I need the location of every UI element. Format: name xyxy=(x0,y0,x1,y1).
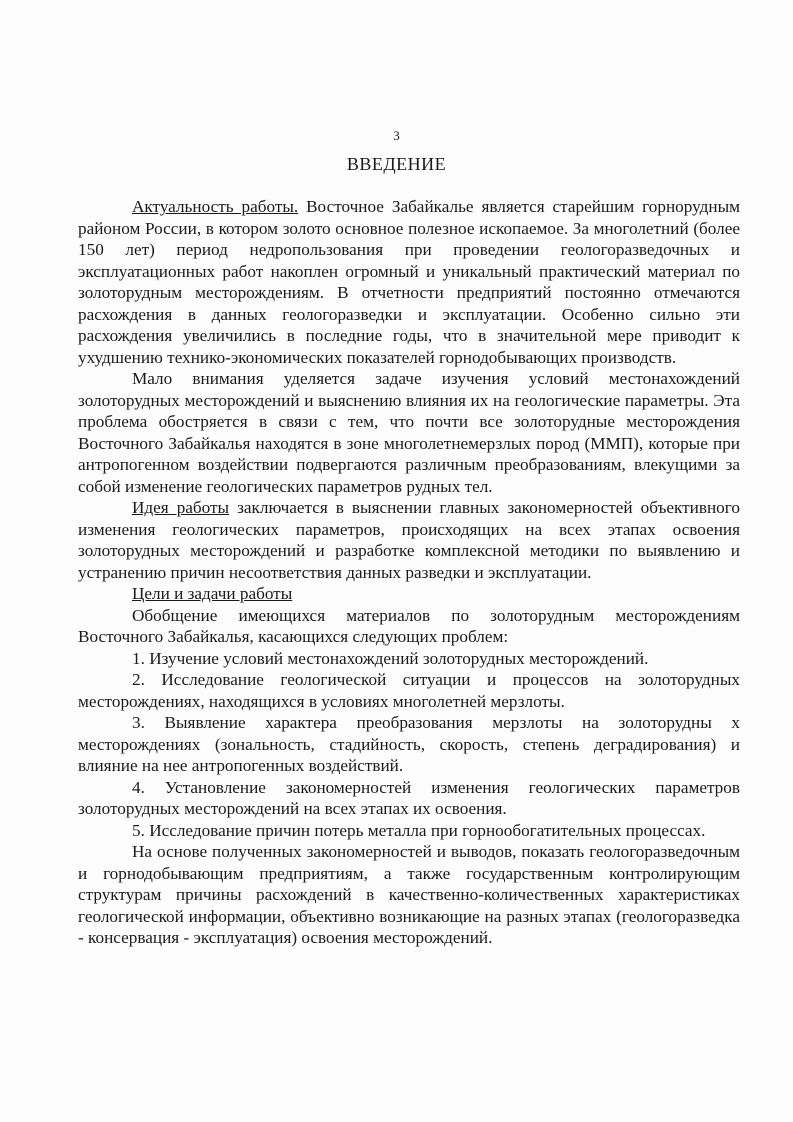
relevance-paragraph xyxy=(78,196,740,368)
attention-paragraph: Мало внимания уделяется задаче изучения условий местонахождений золоторудных месторождений и выяснению влияния их на геологические параметры. Эта проблема обостряется в связи с тем, что почти все золоторудные месторождения Восточного Забайкалья находятся в зоне многолетнемерзлых пород (ММП), которые при антропогенном воздействии подвергаются различным преобразованиям, влекущими за собой изменение геологических параметров рудных тел. xyxy=(78,369,740,496)
goal-item: 1. Изучение условий местонахождений золоторудных месторождений. xyxy=(132,648,649,668)
goal-item: 5. Исследование причин потерь металла при горнообогатительных процессах. xyxy=(132,820,706,840)
idea-text: заключается в выяснении главных закономерностей объективного изменения геологических параметров, происходящих на всех этапах освоения золоторудных месторождений и разработке комплексной методики по выявлению и устранению причин несоответствия данных разведки и эксплуатации. xyxy=(78,498,740,582)
idea-paragraph xyxy=(78,497,740,583)
goals-intro: Обобщение имеющихся материалов по золоторудным месторождениям Восточного Забайкалья, касающихся следующих проблем: xyxy=(78,605,740,646)
page-number: 3 xyxy=(393,128,400,143)
goal-item: 4. Установление закономерностей изменения геологических параметров золоторудных месторождений на всех этапах их освоения. xyxy=(78,777,740,818)
conclusion-paragraph: На основе полученных закономерностей и выводов, показать геологоразведочным и горнодобывающим предприятиям, а также государственным контролирующим структурам причины расхождений в качественно-количественных характеристиках геологической информации, объективно возникающие на разных этапах (геологоразведка - консервация - эксплуатация) освоения месторождений. xyxy=(78,842,740,947)
page-title: ВВЕДЕНИЕ xyxy=(346,154,447,174)
relevance-label: Актуальность работы. xyxy=(132,197,299,216)
goals-heading-text: Цели и задачи работы xyxy=(132,584,293,603)
idea-label: Идея работы xyxy=(132,498,230,517)
goal-item: 2. Исследование геологической ситуации и процессов на золоторудных месторождениях, находящихся в условиях многолетней мерзлоты. xyxy=(78,670,740,711)
document-body xyxy=(78,196,740,949)
goals-heading xyxy=(78,583,740,605)
goal-item: 3. Выявление характера преобразования мерзлоты на золоторудны х месторождениях (зональность, стадийность, скорость, степень деградирования) и влияние на нее антропогенных воздействий. xyxy=(78,713,740,775)
relevance-text: Восточное Забайкалье является старейшим горнорудным районом России, в котором золото основное полезное ископаемое. За многолетний (более 150 лет) период недропользования при проведении геологоразведочных и эксплуатационных работ накоплен огромный и уникальный практический материал по золоторудным месторождениям. В отчетности предприятий постоянно отмечаются расхождения в данных геологоразведки и эксплуатации. Особенно сильно эти расхождения увеличились в последние годы, что в значительной мере приводит к ухудшению технико-экономических показателей горнодобывающих производств. xyxy=(78,197,740,367)
